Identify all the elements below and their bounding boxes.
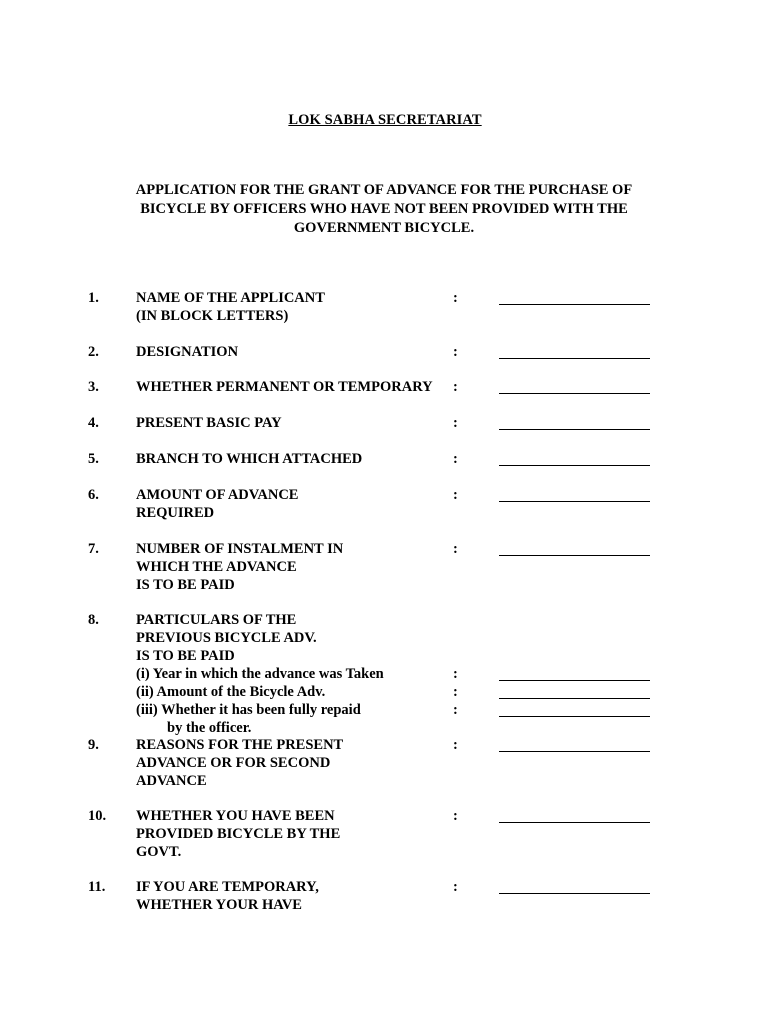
- label-line: WHETHER YOU HAVE BEEN: [136, 808, 335, 824]
- label-line: by the officer.: [167, 720, 252, 736]
- item-number: 7.: [88, 541, 99, 557]
- colon-separator: :: [453, 808, 458, 824]
- label-line: NAME OF THE APPLICANT: [136, 290, 325, 306]
- label-line: IS TO BE PAID: [136, 648, 235, 664]
- label-line: AMOUNT OF ADVANCE: [136, 487, 299, 503]
- item-label: [136, 665, 456, 683]
- item-label: [136, 343, 456, 361]
- item-number: 10.: [88, 808, 107, 824]
- label-line: REASONS FOR THE PRESENT: [136, 737, 344, 753]
- label-line: ADVANCE OR FOR SECOND: [136, 755, 331, 771]
- item-number: 11.: [88, 879, 106, 895]
- label-line: ADVANCE: [136, 773, 207, 789]
- item-label: [136, 683, 456, 701]
- item-label: [136, 701, 456, 737]
- label-line: IS TO BE PAID: [136, 577, 235, 593]
- item-label: [136, 378, 456, 396]
- item-label: [136, 736, 456, 790]
- item-number: 2.: [88, 344, 99, 360]
- subject-line: BICYCLE BY OFFICERS WHO HAVE NOT BEEN PROVIDED WITH THE: [140, 201, 628, 217]
- govt-bicycle-field[interactable]: [499, 822, 650, 823]
- colon-separator: :: [453, 737, 458, 753]
- temporary-status-field[interactable]: [499, 893, 650, 894]
- colon-separator: :: [453, 451, 458, 467]
- label-line: IF YOU ARE TEMPORARY,: [136, 879, 319, 895]
- basic-pay-field[interactable]: [499, 429, 650, 430]
- label-line: (i) Year in which the advance was Taken: [136, 666, 384, 682]
- label-line: NUMBER OF INSTALMENT IN: [136, 541, 344, 557]
- item-number: 4.: [88, 415, 99, 431]
- item-number: 9.: [88, 737, 99, 753]
- instalments-field[interactable]: [499, 555, 650, 556]
- label-line: PREVIOUS BICYCLE ADV.: [136, 630, 317, 646]
- item-label: [136, 486, 456, 522]
- label-line: REQUIRED: [136, 505, 215, 521]
- application-subject: [110, 181, 658, 238]
- previous-amount-field[interactable]: [499, 698, 650, 699]
- item-label: [136, 878, 456, 914]
- label-line: PRESENT BASIC PAY: [136, 415, 282, 431]
- item-number: 1.: [88, 290, 99, 306]
- label-line: WHETHER YOUR HAVE: [136, 897, 302, 913]
- item-number: 5.: [88, 451, 99, 467]
- item-label: [136, 289, 456, 325]
- item-label: [136, 540, 456, 594]
- colon-separator: :: [453, 879, 458, 895]
- label-line: PROVIDED BICYCLE BY THE: [136, 826, 341, 842]
- colon-separator: :: [453, 666, 458, 682]
- permanent-or-temporary-field[interactable]: [499, 393, 650, 394]
- label-line: (IN BLOCK LETTERS): [136, 308, 289, 324]
- subject-line: GOVERNMENT BICYCLE.: [293, 220, 475, 236]
- label-line: WHETHER PERMANENT OR TEMPORARY: [136, 379, 433, 395]
- label-line: (iii) Whether it has been fully repaid: [136, 702, 361, 718]
- label-line: BRANCH TO WHICH ATTACHED: [136, 451, 363, 467]
- colon-separator: :: [453, 487, 458, 503]
- subject-line: APPLICATION FOR THE GRANT OF ADVANCE FOR THE PURCHASE OF: [135, 182, 633, 198]
- colon-separator: :: [453, 684, 458, 700]
- label-line: DESIGNATION: [136, 344, 239, 360]
- colon-separator: :: [453, 702, 458, 718]
- label-line: WHICH THE ADVANCE: [136, 559, 297, 575]
- label-line: (ii) Amount of the Bicycle Adv.: [136, 684, 326, 700]
- colon-separator: :: [453, 541, 458, 557]
- reasons-field[interactable]: [499, 751, 650, 752]
- item-label: [136, 414, 456, 432]
- colon-separator: :: [453, 344, 458, 360]
- item-label: [136, 450, 456, 468]
- page-title: LOK SABHA SECRETARIAT: [288, 112, 482, 128]
- applicant-name-field[interactable]: [499, 304, 650, 305]
- item-label: [136, 611, 456, 665]
- branch-field[interactable]: [499, 465, 650, 466]
- item-label: [136, 807, 456, 861]
- colon-separator: :: [453, 379, 458, 395]
- label-line: PARTICULARS OF THE: [136, 612, 297, 628]
- label-line: GOVT.: [136, 844, 182, 860]
- fully-repaid-field[interactable]: [499, 716, 650, 717]
- advance-amount-field[interactable]: [499, 501, 650, 502]
- designation-field[interactable]: [499, 358, 650, 359]
- colon-separator: :: [453, 415, 458, 431]
- item-number: 3.: [88, 379, 99, 395]
- year-taken-field[interactable]: [499, 680, 650, 681]
- item-number: 8.: [88, 612, 99, 628]
- item-number: 6.: [88, 487, 99, 503]
- colon-separator: :: [453, 290, 458, 306]
